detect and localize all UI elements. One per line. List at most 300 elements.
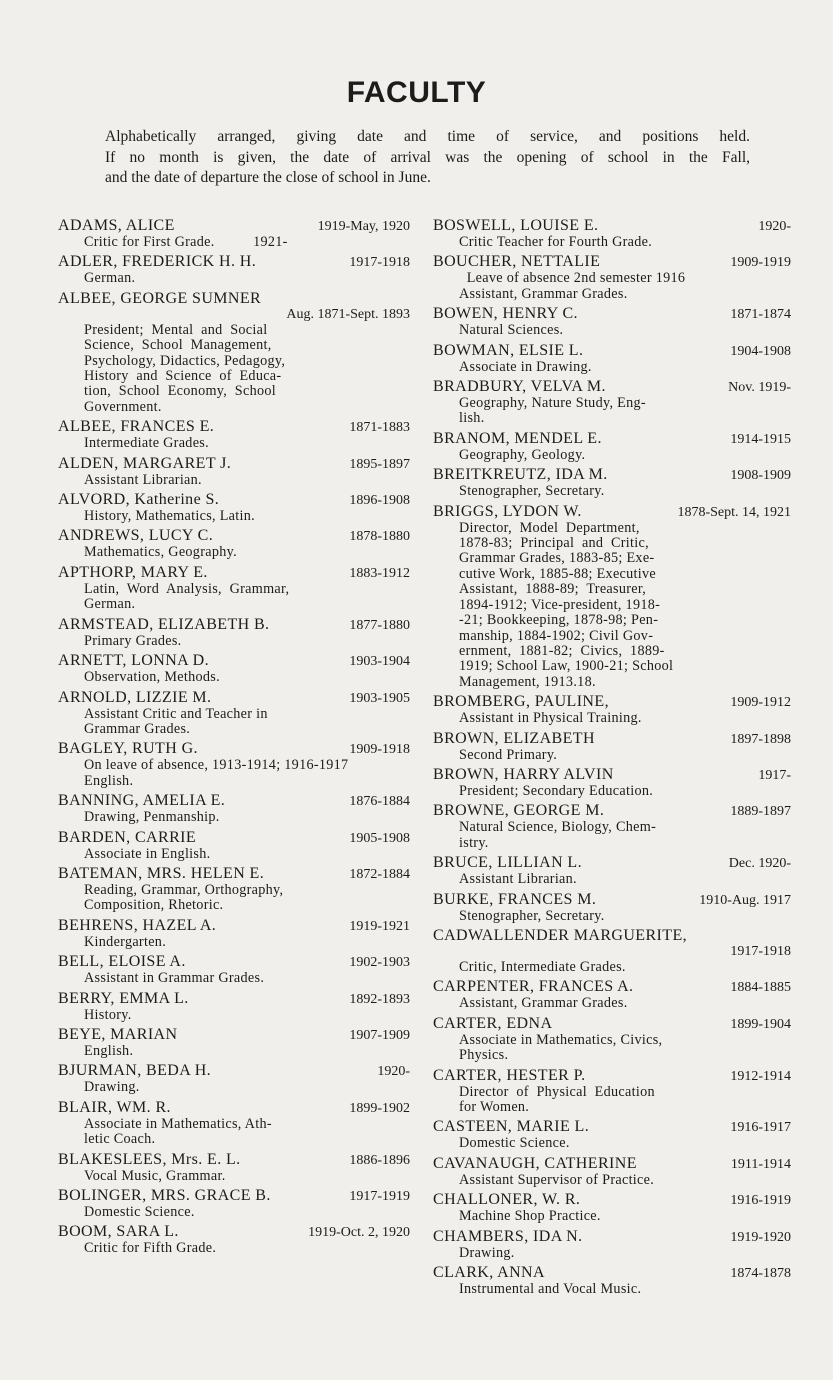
service-dates: 1878-Sept. 14, 1921 bbox=[677, 504, 791, 520]
positions-line: Science, School Management, bbox=[84, 337, 272, 354]
faculty-entry bbox=[433, 1155, 791, 1188]
faculty-entry bbox=[58, 1099, 410, 1148]
service-dates: 1874-1878 bbox=[730, 1266, 791, 1282]
positions-held bbox=[58, 436, 410, 451]
positions-held bbox=[58, 707, 410, 738]
positions-line: Government. bbox=[84, 398, 162, 415]
faculty-entry-header bbox=[433, 305, 791, 323]
positions-line: Observation, Methods. bbox=[84, 669, 220, 686]
positions-line: Geography, Nature Study, Eng- bbox=[459, 395, 646, 412]
faculty-name: ANDREWS, LUCY C. bbox=[58, 527, 214, 545]
positions-line: Associate in English. bbox=[84, 845, 211, 862]
service-dates: 1884-1885 bbox=[730, 980, 791, 996]
positions-held bbox=[58, 758, 410, 789]
faculty-entry bbox=[433, 854, 791, 887]
faculty-name: BRIGGS, LYDON W. bbox=[433, 502, 582, 520]
faculty-entry bbox=[433, 1228, 791, 1261]
positions-line: History and Science of Educa- bbox=[84, 368, 282, 385]
faculty-entry-header bbox=[58, 1099, 410, 1117]
positions-line: Assistant Librarian. bbox=[84, 471, 202, 488]
faculty-entry-header bbox=[58, 792, 410, 810]
faculty-name: BOWEN, HENRY C. bbox=[433, 305, 578, 323]
service-dates: 1899-1904 bbox=[730, 1016, 791, 1032]
faculty-entry bbox=[58, 1062, 410, 1095]
positions-held bbox=[433, 748, 791, 763]
positions-line: Associate in Mathematics, Ath- bbox=[84, 1115, 272, 1132]
faculty-entry-header bbox=[433, 1118, 791, 1136]
faculty-entry bbox=[58, 455, 410, 488]
positions-line: Assistant Librarian. bbox=[459, 871, 577, 888]
faculty-list-left-column bbox=[58, 217, 410, 1260]
faculty-entry-header bbox=[433, 217, 791, 235]
positions-held bbox=[433, 521, 791, 690]
faculty-entry-header bbox=[433, 891, 791, 909]
positions-line: Geography, Geology. bbox=[459, 446, 586, 463]
faculty-entry-header bbox=[58, 1062, 410, 1080]
faculty-entry-header bbox=[58, 953, 410, 971]
positions-line: Critic, Intermediate Grades. bbox=[459, 958, 626, 975]
positions-held bbox=[58, 810, 410, 825]
positions-held bbox=[433, 235, 791, 250]
positions-line: Assistant Supervisor of Practice. bbox=[459, 1171, 655, 1188]
faculty-name: BROWNE, GEORGE M. bbox=[433, 802, 605, 820]
faculty-entry bbox=[433, 1067, 791, 1116]
positions-held bbox=[433, 1246, 791, 1261]
faculty-entry bbox=[58, 740, 410, 789]
positions-held bbox=[58, 1008, 410, 1023]
faculty-entry-header bbox=[433, 802, 791, 820]
faculty-entry bbox=[433, 927, 791, 975]
service-dates: 1917- bbox=[758, 767, 791, 783]
service-dates: Nov. 1919- bbox=[728, 380, 791, 396]
faculty-entry bbox=[58, 865, 410, 914]
service-dates: 1896-1908 bbox=[349, 493, 410, 509]
positions-line: German. bbox=[84, 596, 136, 613]
positions-held bbox=[433, 996, 791, 1011]
service-dates: 1871-1874 bbox=[730, 307, 791, 323]
faculty-name: BLAIR, WM. R. bbox=[58, 1098, 171, 1116]
positions-line: On leave of absence, 1913-1914; 1916-1917 bbox=[84, 757, 349, 774]
faculty-entry bbox=[58, 1151, 410, 1184]
page-title: FACULTY bbox=[346, 76, 487, 109]
positions-held bbox=[58, 545, 410, 560]
faculty-entry bbox=[58, 917, 410, 950]
faculty-name: BROWN, HARRY ALVIN bbox=[433, 765, 614, 783]
faculty-entry bbox=[58, 527, 410, 560]
faculty-entry-header bbox=[58, 865, 410, 883]
faculty-entry bbox=[433, 342, 791, 375]
service-dates: 1917-1919 bbox=[349, 1189, 410, 1204]
positions-line: Director of Physical Education bbox=[459, 1083, 655, 1100]
positions-held bbox=[58, 1080, 410, 1095]
positions-held bbox=[433, 711, 791, 726]
service-dates: 1892-1893 bbox=[349, 991, 410, 1007]
faculty-entry-header bbox=[433, 978, 791, 996]
positions-line: Assistant, 1888-89; Treasurer, bbox=[459, 581, 647, 598]
faculty-entry bbox=[58, 953, 410, 986]
positions-held bbox=[433, 484, 791, 499]
service-dates: 1902-1903 bbox=[349, 955, 410, 971]
service-dates: 1908-1909 bbox=[730, 468, 791, 484]
positions-held bbox=[58, 935, 410, 950]
service-dates: 1872-1884 bbox=[349, 866, 410, 882]
faculty-entry-header bbox=[433, 1191, 791, 1209]
faculty-name: BANNING, AMELIA E. bbox=[58, 792, 226, 810]
faculty-name: CARTER, EDNA bbox=[433, 1014, 553, 1032]
faculty-entry-header bbox=[58, 616, 410, 634]
faculty-entry-header bbox=[433, 466, 791, 484]
service-dates: 1909-1919 bbox=[730, 255, 791, 271]
positions-line: Drawing, Penmanship. bbox=[84, 809, 220, 826]
faculty-entry bbox=[58, 616, 410, 649]
faculty-name: BURKE, FRANCES M. bbox=[433, 890, 597, 908]
positions-held bbox=[58, 971, 410, 986]
faculty-entry-header bbox=[433, 503, 791, 521]
service-dates: 1920- bbox=[758, 219, 791, 234]
faculty-entry-header bbox=[433, 1155, 791, 1173]
faculty-name: BOUCHER, NETTALIE bbox=[433, 253, 601, 271]
faculty-name: BRUCE, LILLIAN L. bbox=[433, 854, 583, 872]
positions-held bbox=[433, 360, 791, 375]
positions-line: Domestic Science. bbox=[84, 1204, 195, 1220]
positions-line: Machine Shop Practice. bbox=[459, 1208, 601, 1225]
positions-held bbox=[433, 820, 791, 851]
faculty-entry-header bbox=[433, 730, 791, 748]
faculty-name: BEHRENS, HAZEL A. bbox=[58, 916, 217, 934]
service-dates: 1919-Oct. 2, 1920 bbox=[308, 1225, 410, 1241]
positions-line: Reading, Grammar, Orthography, bbox=[84, 881, 284, 898]
faculty-name: ALVORD, Katherine S. bbox=[58, 491, 220, 509]
faculty-name: CARPENTER, FRANCES A. bbox=[433, 978, 634, 996]
service-dates: Dec. 1920- bbox=[728, 856, 791, 872]
positions-held bbox=[433, 1209, 791, 1224]
faculty-name: ALDEN, MARGARET J. bbox=[58, 454, 232, 472]
positions-line: Second Primary. bbox=[459, 746, 558, 763]
positions-line: Drawing. bbox=[459, 1244, 515, 1261]
service-dates: 1914-1915 bbox=[730, 431, 791, 447]
faculty-entry-header bbox=[58, 418, 410, 436]
faculty-name: BLAKESLEES, Mrs. E. L. bbox=[58, 1150, 241, 1168]
faculty-entry bbox=[433, 253, 791, 302]
faculty-list-right-column bbox=[433, 217, 791, 1300]
service-dates: 1899-1902 bbox=[349, 1100, 410, 1116]
positions-held bbox=[58, 670, 410, 685]
positions-line: English. bbox=[84, 772, 134, 789]
positions-held bbox=[433, 1173, 791, 1188]
faculty-entry-header bbox=[433, 253, 791, 271]
faculty-entry bbox=[58, 564, 410, 613]
faculty-entry-header bbox=[58, 917, 410, 935]
service-dates: 1907-1909 bbox=[349, 1027, 410, 1043]
faculty-entry bbox=[433, 1264, 791, 1297]
positions-line: Assistant in Grammar Grades. bbox=[84, 970, 265, 987]
positions-held bbox=[433, 960, 791, 975]
positions-line: letic Coach. bbox=[84, 1131, 156, 1148]
positions-line: lish. bbox=[459, 410, 485, 427]
faculty-entry-header bbox=[58, 253, 410, 271]
positions-held bbox=[58, 509, 410, 524]
faculty-name: BAGLEY, RUTH G. bbox=[58, 740, 198, 758]
faculty-name: BEYE, MARIAN bbox=[58, 1025, 178, 1043]
faculty-entry-header bbox=[58, 455, 410, 473]
faculty-name: CLARK, ANNA bbox=[433, 1264, 545, 1282]
service-dates: 1916-1919 bbox=[730, 1193, 791, 1209]
faculty-entry-header bbox=[433, 342, 791, 360]
positions-line: Intermediate Grades. bbox=[84, 435, 209, 452]
service-dates: 1916-1917 bbox=[730, 1120, 791, 1136]
positions-held bbox=[58, 271, 410, 286]
positions-line: manship, 1884-1902; Civil Gov- bbox=[459, 627, 654, 644]
faculty-name: BJURMAN, BEDA H. bbox=[58, 1062, 212, 1080]
positions-line: Instrumental and Vocal Music. bbox=[459, 1281, 642, 1298]
positions-held bbox=[58, 1241, 410, 1256]
service-dates: 1905-1908 bbox=[349, 830, 410, 846]
faculty-entry-header bbox=[433, 1228, 791, 1246]
service-dates: 1886-1896 bbox=[349, 1152, 410, 1168]
faculty-entry-header bbox=[433, 927, 791, 944]
service-dates: 1910-Aug. 1917 bbox=[699, 892, 791, 908]
faculty-entry bbox=[58, 829, 410, 862]
positions-line: President; Secondary Education. bbox=[459, 782, 654, 799]
positions-held bbox=[433, 1136, 791, 1151]
faculty-entry-header bbox=[58, 564, 410, 582]
positions-line: Domestic Science. bbox=[459, 1135, 570, 1152]
faculty-name: ADAMS, ALICE bbox=[58, 217, 175, 234]
faculty-entry bbox=[433, 217, 791, 250]
faculty-entry-header bbox=[433, 1264, 791, 1282]
faculty-entry-header bbox=[58, 740, 410, 758]
positions-held bbox=[58, 847, 410, 862]
positions-held bbox=[58, 1169, 410, 1184]
faculty-entry-header bbox=[58, 491, 410, 509]
positions-line: Assistant, Grammar Grades. bbox=[459, 285, 628, 302]
faculty-entry bbox=[58, 253, 410, 286]
positions-line: Assistant, Grammar Grades. bbox=[459, 995, 628, 1012]
faculty-name: CHALLONER, W. R. bbox=[433, 1191, 581, 1209]
service-dates: Aug. 1871-Sept. 1893 bbox=[286, 306, 410, 322]
faculty-entry bbox=[58, 491, 410, 524]
positions-line: Natural Science, Biology, Chem- bbox=[459, 819, 657, 836]
service-dates: 1920- bbox=[377, 1064, 410, 1080]
positions-held bbox=[58, 582, 410, 613]
positions-line: Mathematics, Geography. bbox=[84, 544, 237, 561]
faculty-entry bbox=[433, 802, 791, 851]
faculty-entry-header bbox=[433, 1015, 791, 1033]
positions-line: ernment, 1881-82; Civics, 1889- bbox=[459, 642, 665, 659]
positions-line: Primary Grades. bbox=[84, 632, 182, 649]
service-dates: 1911-1914 bbox=[730, 1156, 791, 1172]
faculty-name: BROWN, ELIZABETH bbox=[433, 729, 595, 747]
positions-line: 1919; School Law, 1900-21; School bbox=[459, 658, 674, 675]
faculty-entry bbox=[58, 1026, 410, 1059]
positions-held bbox=[433, 323, 791, 338]
positions-held bbox=[58, 883, 410, 914]
faculty-entry bbox=[433, 503, 791, 690]
positions-held bbox=[433, 1085, 791, 1116]
service-dates: 1919-1920 bbox=[730, 1229, 791, 1245]
positions-line: -21; Bookkeeping, 1878-98; Pen- bbox=[459, 612, 659, 629]
faculty-entry bbox=[58, 689, 410, 738]
positions-held bbox=[433, 448, 791, 463]
positions-held bbox=[433, 872, 791, 887]
positions-line: Critic Teacher for Fourth Grade. bbox=[459, 234, 653, 250]
faculty-entry bbox=[433, 305, 791, 338]
service-dates: 1871-1883 bbox=[349, 420, 410, 436]
service-dates: 1909-1918 bbox=[349, 742, 410, 758]
service-dates: 1903-1905 bbox=[349, 690, 410, 706]
service-dates: 1919-1921 bbox=[349, 918, 410, 934]
positions-held bbox=[433, 396, 791, 427]
faculty-entry bbox=[433, 978, 791, 1011]
faculty-name: BERRY, EMMA L. bbox=[58, 989, 189, 1007]
positions-line: 1878-83; Principal and Critic, bbox=[459, 535, 649, 552]
faculty-name: BRADBURY, VELVA M. bbox=[433, 378, 606, 396]
positions-line: Natural Sciences. bbox=[459, 322, 564, 339]
intro-line: If no month is given, the date of arrival was the opening of school in the Fall, bbox=[105, 148, 750, 166]
service-dates: 1903-1904 bbox=[349, 654, 410, 670]
faculty-name: ALBEE, GEORGE SUMNER bbox=[58, 289, 262, 307]
positions-held bbox=[58, 634, 410, 649]
faculty-entry-header bbox=[58, 1223, 410, 1241]
faculty-entry bbox=[433, 466, 791, 499]
faculty-name: BOLINGER, MRS. GRACE B. bbox=[58, 1187, 271, 1204]
faculty-entry-header bbox=[433, 430, 791, 448]
service-dates: 1883-1912 bbox=[349, 565, 410, 581]
faculty-entry-header bbox=[58, 829, 410, 847]
intro-line: and the date of departure the close of school in June. bbox=[105, 169, 431, 186]
faculty-entry bbox=[58, 1187, 410, 1220]
faculty-name: BELL, ELOISE A. bbox=[58, 953, 186, 971]
faculty-entry bbox=[433, 1015, 791, 1064]
faculty-name: BREITKREUTZ, IDA M. bbox=[433, 466, 608, 484]
faculty-name: CARTER, HESTER P. bbox=[433, 1066, 586, 1084]
positions-line: Associate in Drawing. bbox=[459, 358, 592, 375]
faculty-entry-header bbox=[58, 1151, 410, 1169]
service-dates: 1904-1908 bbox=[730, 343, 791, 359]
faculty-name: CADWALLENDER MARGUERITE, bbox=[433, 926, 688, 944]
positions-held bbox=[58, 1044, 410, 1059]
service-dates: 1919-May, 1920 bbox=[317, 219, 410, 234]
faculty-entry-header bbox=[433, 854, 791, 872]
faculty-entry bbox=[58, 990, 410, 1023]
service-dates: 1912-1914 bbox=[730, 1068, 791, 1084]
positions-line: History, Mathematics, Latin. bbox=[84, 508, 255, 525]
positions-held bbox=[433, 784, 791, 799]
faculty-entry bbox=[433, 378, 791, 427]
faculty-name: BOWMAN, ELSIE L. bbox=[433, 341, 584, 359]
service-dates: 1917-1918 bbox=[730, 943, 791, 959]
positions-line: for Women. bbox=[459, 1099, 530, 1115]
faculty-name: BARDEN, CARRIE bbox=[58, 828, 197, 846]
faculty-name: BOOM, SARA L. bbox=[58, 1223, 179, 1241]
service-dates: 1895-1897 bbox=[349, 456, 410, 472]
faculty-entry bbox=[433, 1191, 791, 1224]
positions-held bbox=[58, 1205, 410, 1220]
faculty-entry-header bbox=[58, 1026, 410, 1044]
positions-line: Drawing. bbox=[84, 1079, 140, 1096]
positions-line: istry. bbox=[459, 834, 489, 851]
faculty-entry-header bbox=[433, 378, 791, 396]
positions-held bbox=[58, 323, 410, 415]
faculty-name: BATEMAN, MRS. HELEN E. bbox=[58, 864, 265, 882]
positions-line: Leave of absence 2nd semester 1916 bbox=[459, 270, 686, 287]
positions-line: Stenographer, Secretary. bbox=[459, 907, 605, 924]
positions-line: German. bbox=[84, 270, 136, 287]
positions-held bbox=[433, 1282, 791, 1297]
faculty-name: ARMSTEAD, ELIZABETH B. bbox=[58, 615, 270, 633]
faculty-entry bbox=[433, 693, 791, 726]
faculty-name: ADLER, FREDERICK H. H. bbox=[58, 253, 257, 271]
positions-line: History. bbox=[84, 1006, 132, 1023]
positions-line: tion, School Economy, School bbox=[84, 383, 277, 400]
service-dates: 1889-1897 bbox=[730, 804, 791, 820]
service-dates: 1909-1912 bbox=[730, 695, 791, 711]
service-dates: 1917-1918 bbox=[349, 255, 410, 271]
faculty-entry bbox=[433, 730, 791, 763]
positions-line: Assistant in Physical Training. bbox=[459, 710, 642, 727]
positions-line: English. bbox=[84, 1042, 134, 1059]
faculty-entry bbox=[433, 1118, 791, 1151]
faculty-name: ARNETT, LONNA D. bbox=[58, 652, 209, 670]
service-dates: 1897-1898 bbox=[730, 731, 791, 747]
service-dates: 1876-1884 bbox=[349, 794, 410, 810]
positions-line: Vocal Music, Grammar. bbox=[84, 1167, 226, 1184]
faculty-entry bbox=[433, 891, 791, 924]
faculty-entry-header bbox=[58, 290, 410, 307]
positions-line: President; Mental and Social bbox=[84, 321, 268, 338]
faculty-entry bbox=[58, 1223, 410, 1256]
faculty-entry-header bbox=[58, 689, 410, 707]
positions-line: Grammar Grades, 1883-85; Exe- bbox=[459, 550, 655, 567]
positions-line: Grammar Grades. bbox=[84, 720, 191, 737]
positions-line: Critic for First Grade. 1921- bbox=[84, 234, 288, 250]
faculty-name: BOSWELL, LOUISE E. bbox=[433, 217, 599, 234]
positions-line: Management, 1913.18. bbox=[459, 673, 596, 690]
positions-line: cutive Work, 1885-88; Executive bbox=[459, 565, 657, 582]
faculty-entry bbox=[58, 217, 410, 250]
service-dates: 1877-1880 bbox=[349, 617, 410, 633]
service-dates: 1878-1880 bbox=[349, 529, 410, 545]
faculty-name: APTHORP, MARY E. bbox=[58, 563, 208, 581]
faculty-name: ARNOLD, LIZZIE M. bbox=[58, 688, 212, 706]
positions-line: Psychology, Didactics, Pedagogy, bbox=[84, 352, 286, 369]
positions-line: Physics. bbox=[459, 1047, 509, 1064]
faculty-entry-header bbox=[58, 1187, 410, 1205]
faculty-entry bbox=[58, 290, 410, 415]
positions-line: Critic for Fifth Grade. bbox=[84, 1240, 217, 1257]
positions-line: Assistant Critic and Teacher in bbox=[84, 705, 268, 722]
faculty-entry-header bbox=[433, 693, 791, 711]
faculty-name: CAVANAUGH, CATHERINE bbox=[433, 1154, 637, 1172]
faculty-entry-header bbox=[58, 990, 410, 1008]
positions-line: Composition, Rhetoric. bbox=[84, 897, 224, 914]
positions-held bbox=[58, 473, 410, 488]
positions-held bbox=[433, 1033, 791, 1064]
positions-line: Stenographer, Secretary. bbox=[459, 483, 605, 500]
faculty-name: CHAMBERS, IDA N. bbox=[433, 1227, 583, 1245]
faculty-entry-header bbox=[433, 1067, 791, 1085]
faculty-name: ALBEE, FRANCES E. bbox=[58, 418, 215, 436]
faculty-entry-header bbox=[58, 527, 410, 545]
positions-held bbox=[433, 271, 791, 302]
faculty-name: BROMBERG, PAULINE, bbox=[433, 693, 609, 711]
positions-line: Kindergarten. bbox=[84, 933, 167, 950]
faculty-entry-header bbox=[433, 766, 791, 784]
faculty-entry-header bbox=[58, 652, 410, 670]
positions-held bbox=[433, 909, 791, 924]
positions-held bbox=[58, 235, 410, 250]
faculty-entry-header bbox=[58, 217, 410, 235]
